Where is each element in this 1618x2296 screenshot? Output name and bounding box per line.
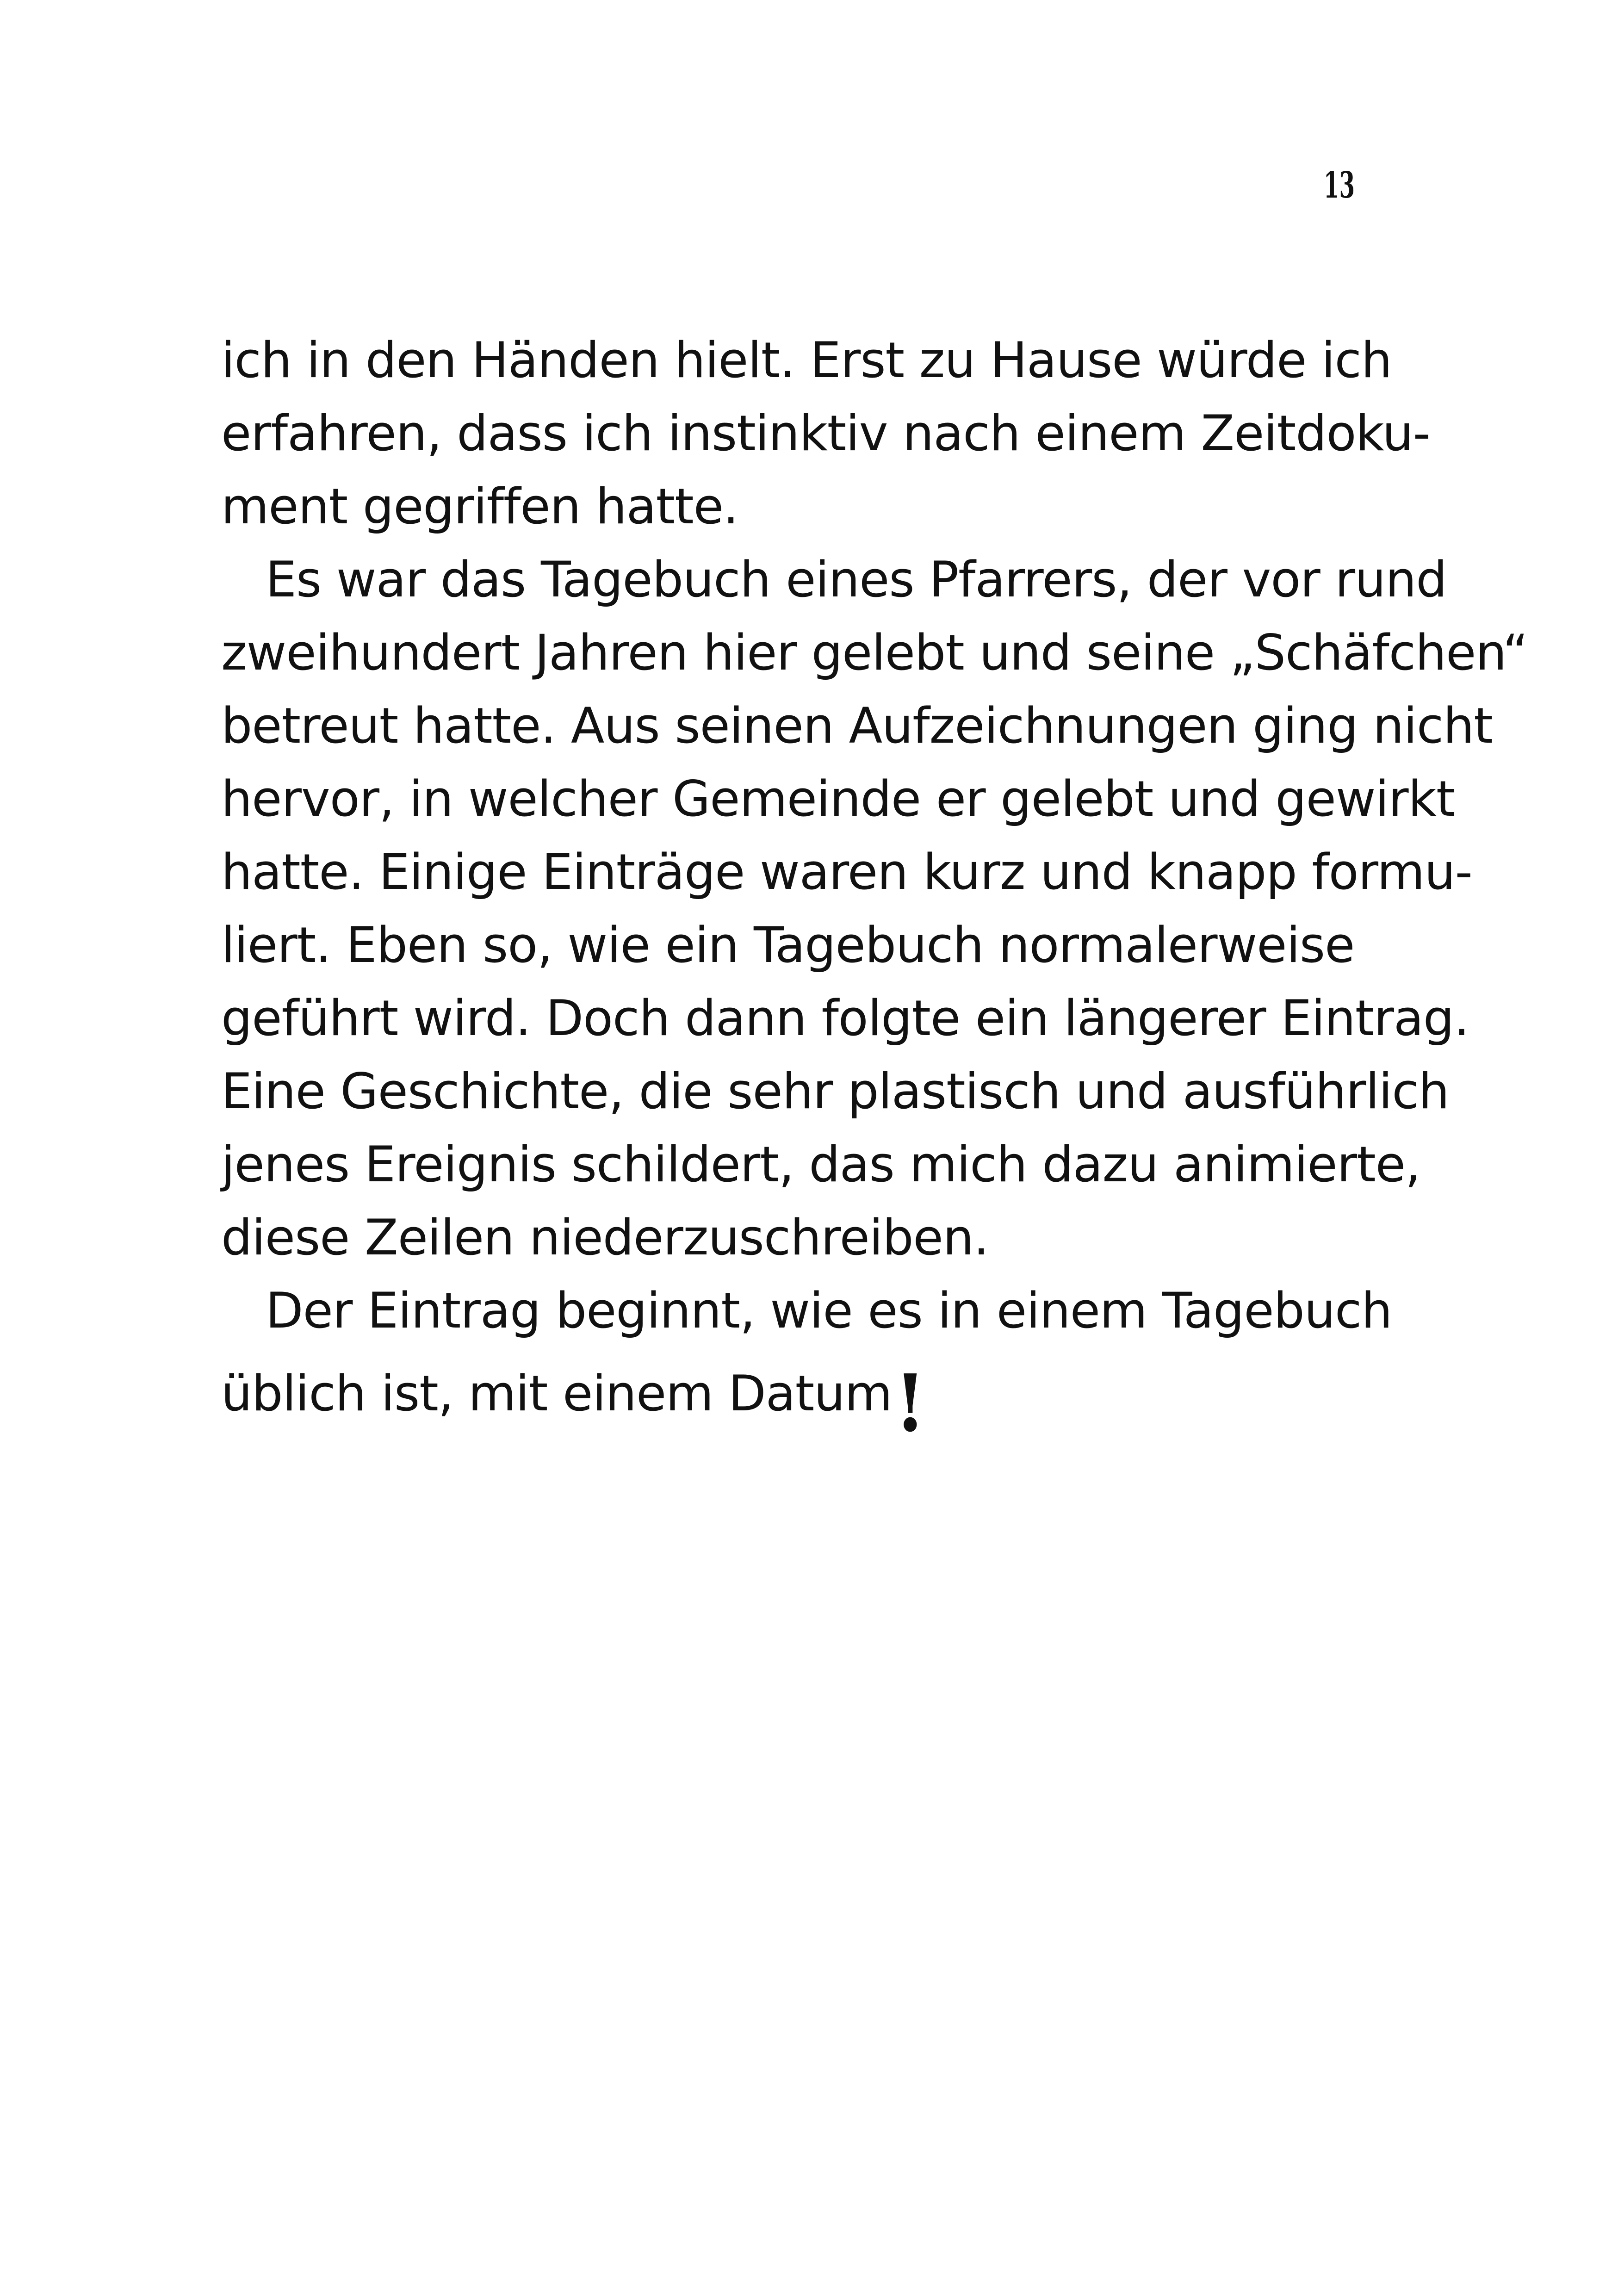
page-number: 13: [1323, 164, 1355, 206]
text-line: Es war das Tagebuch eines Pfarrers, der vor rund: [266, 551, 1447, 608]
fraktur-exclamation-mark: !: [894, 1357, 925, 1450]
final-text-line: [221, 1347, 1341, 1450]
body-text: [221, 324, 1528, 1450]
text-line: ment gegriffen hatte.: [221, 478, 738, 535]
text-line: betreut hatte. Aus seinen Aufzeichnungen ging nicht: [221, 697, 1493, 754]
text-line: jenes Ereignis schildert, das mich dazu animierte,: [221, 1136, 1420, 1193]
text-line: Der Eintrag beginnt, wie es in einem Tagebuch: [266, 1282, 1392, 1339]
text-line: zweihundert Jahren hier gelebt und seine „Schäfchen“: [221, 624, 1528, 681]
text-line: hatte. Einige Einträge waren kurz und knapp formu-: [221, 844, 1472, 900]
final-line-text: üblich ist, mit einem Datum: [221, 1365, 892, 1422]
text-line: ich in den Händen hielt. Erst zu Hause würde ich: [221, 332, 1392, 389]
text-line: liert. Eben so, wie ein Tagebuch normalerweise: [221, 917, 1355, 974]
text-line: Eine Geschichte, die sehr plastisch und ausführlich: [221, 1063, 1449, 1120]
text-line: erfahren, dass ich instinktiv nach einem Zeitdoku-: [221, 405, 1430, 462]
text-line: geführt wird. Doch dann folgte ein längerer Eintrag.: [221, 990, 1469, 1047]
text-line: diese Zeilen niederzuschreiben.: [221, 1209, 989, 1266]
text-line: hervor, in welcher Gemeinde er gelebt und gewirkt: [221, 770, 1455, 827]
